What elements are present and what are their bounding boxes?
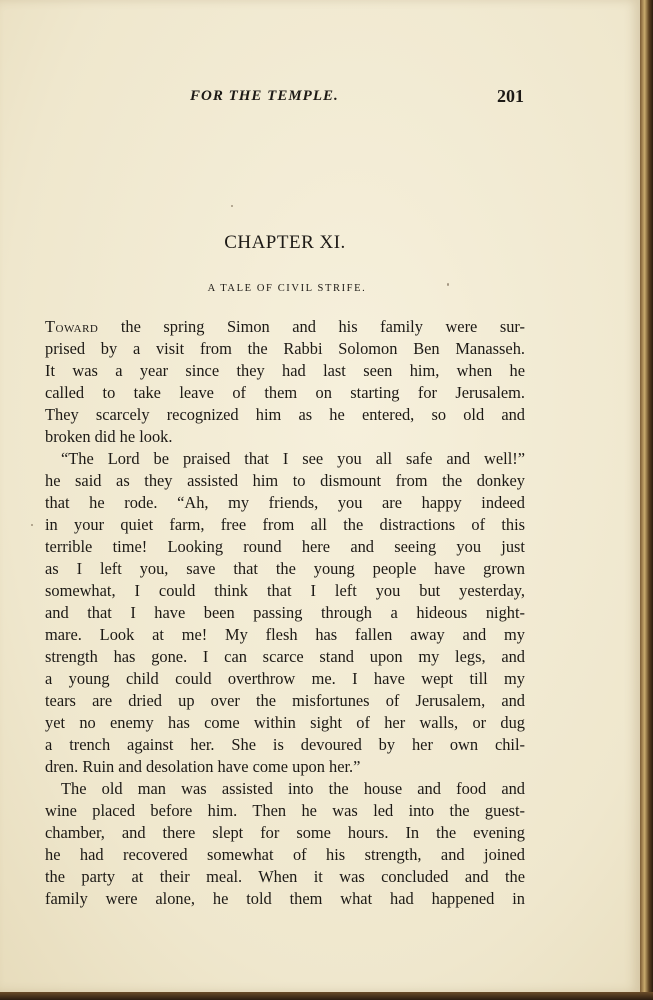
text-line-content: yet no enemy has come within sight of her walls, or dug <box>45 713 525 732</box>
text-line-content: called to take leave of them on starting for Jerusalem. <box>45 383 525 402</box>
text-line <box>45 536 525 558</box>
text-line <box>45 756 525 778</box>
text-line <box>45 470 525 492</box>
text-line <box>45 822 525 844</box>
text-line <box>45 580 525 602</box>
chapter-subtitle: A TALE OF CIVIL STRIFE. <box>207 283 367 294</box>
text-line-content: a young child could overthrow me. I have wept till my <box>45 669 525 688</box>
text-line <box>45 404 525 426</box>
text-line <box>45 448 525 470</box>
page-number: 201 <box>497 86 524 106</box>
text-line-content: he said as they assisted him to dismount from the donkey <box>45 471 525 490</box>
text-line-content: broken did he look. <box>45 427 173 446</box>
text-line <box>45 800 525 822</box>
text-line-content: as I left you, save that the young people have grown <box>45 559 525 578</box>
running-head <box>0 88 640 110</box>
text-line <box>45 778 525 800</box>
text-line <box>45 866 525 888</box>
text-line-content: somewhat, I could think that I left you but yesterday, <box>45 581 525 600</box>
page-edge <box>640 0 653 1000</box>
text-line <box>45 624 525 646</box>
text-line <box>45 712 525 734</box>
text-line-content: The old man was assisted into the house and food and <box>61 779 525 798</box>
text-line-content: that he rode. “Ah, my friends, you are happy indeed <box>45 493 525 512</box>
chapter-title: CHAPTER XI. <box>224 232 346 253</box>
text-line <box>45 668 525 690</box>
running-title: FOR THE TEMPLE. <box>190 88 339 104</box>
text-line-content: mare. Look at me! My flesh has fallen away and my <box>45 625 525 644</box>
text-line <box>45 602 525 624</box>
text-line-content: the spring Simon and his family were sur- <box>98 317 525 336</box>
text-line <box>45 514 525 536</box>
text-line-content: wine placed before him. Then he was led into the guest- <box>45 801 525 820</box>
text-line-content: the party at their meal. When it was concluded and the <box>45 867 525 886</box>
text-line-content: terrible time! Looking round here and seeing you just <box>45 537 525 556</box>
text-line-content: strength has gone. I can scarce stand upon my legs, and <box>45 647 525 666</box>
text-line <box>45 646 525 668</box>
text-line-content: They scarcely recognized him as he entered, so old and <box>45 405 525 424</box>
text-line-content: prised by a visit from the Rabbi Solomon Ben Manasseh. <box>45 339 525 358</box>
text-line-content: he had recovered somewhat of his strength, and joined <box>45 845 525 864</box>
text-line-content: dren. Ruin and desolation have come upon her.” <box>45 757 361 776</box>
text-line <box>45 690 525 712</box>
chapter-opening-word: Toward <box>45 317 99 336</box>
text-line-content: tears are dried up over the misfortunes of Jerusalem, and <box>45 691 525 710</box>
text-line-content: a trench against her. She is devoured by her own chil- <box>45 735 525 754</box>
text-line <box>45 734 525 756</box>
text-line-content: in your quiet farm, free from all the distractions of this <box>45 515 525 534</box>
text-line <box>45 360 525 382</box>
text-line-content: chamber, and there slept for some hours. In the evening <box>45 823 525 842</box>
text-line-content: and that I have been passing through a hideous night- <box>45 603 525 622</box>
text-line <box>45 558 525 580</box>
text-line <box>45 338 525 360</box>
text-line <box>45 382 525 404</box>
page-bottom-edge <box>0 992 653 1000</box>
text-line-content: “The Lord be praised that I see you all safe and well!” <box>61 449 525 468</box>
text-line-content: It was a year since they had last seen him, when he <box>45 361 525 380</box>
text-line <box>45 426 525 448</box>
text-line <box>45 888 525 910</box>
text-line-content: family were alone, he told them what had happened in <box>45 889 525 908</box>
body-text <box>45 316 525 910</box>
text-line <box>45 844 525 866</box>
text-line <box>45 492 525 514</box>
text-line <box>45 316 525 338</box>
